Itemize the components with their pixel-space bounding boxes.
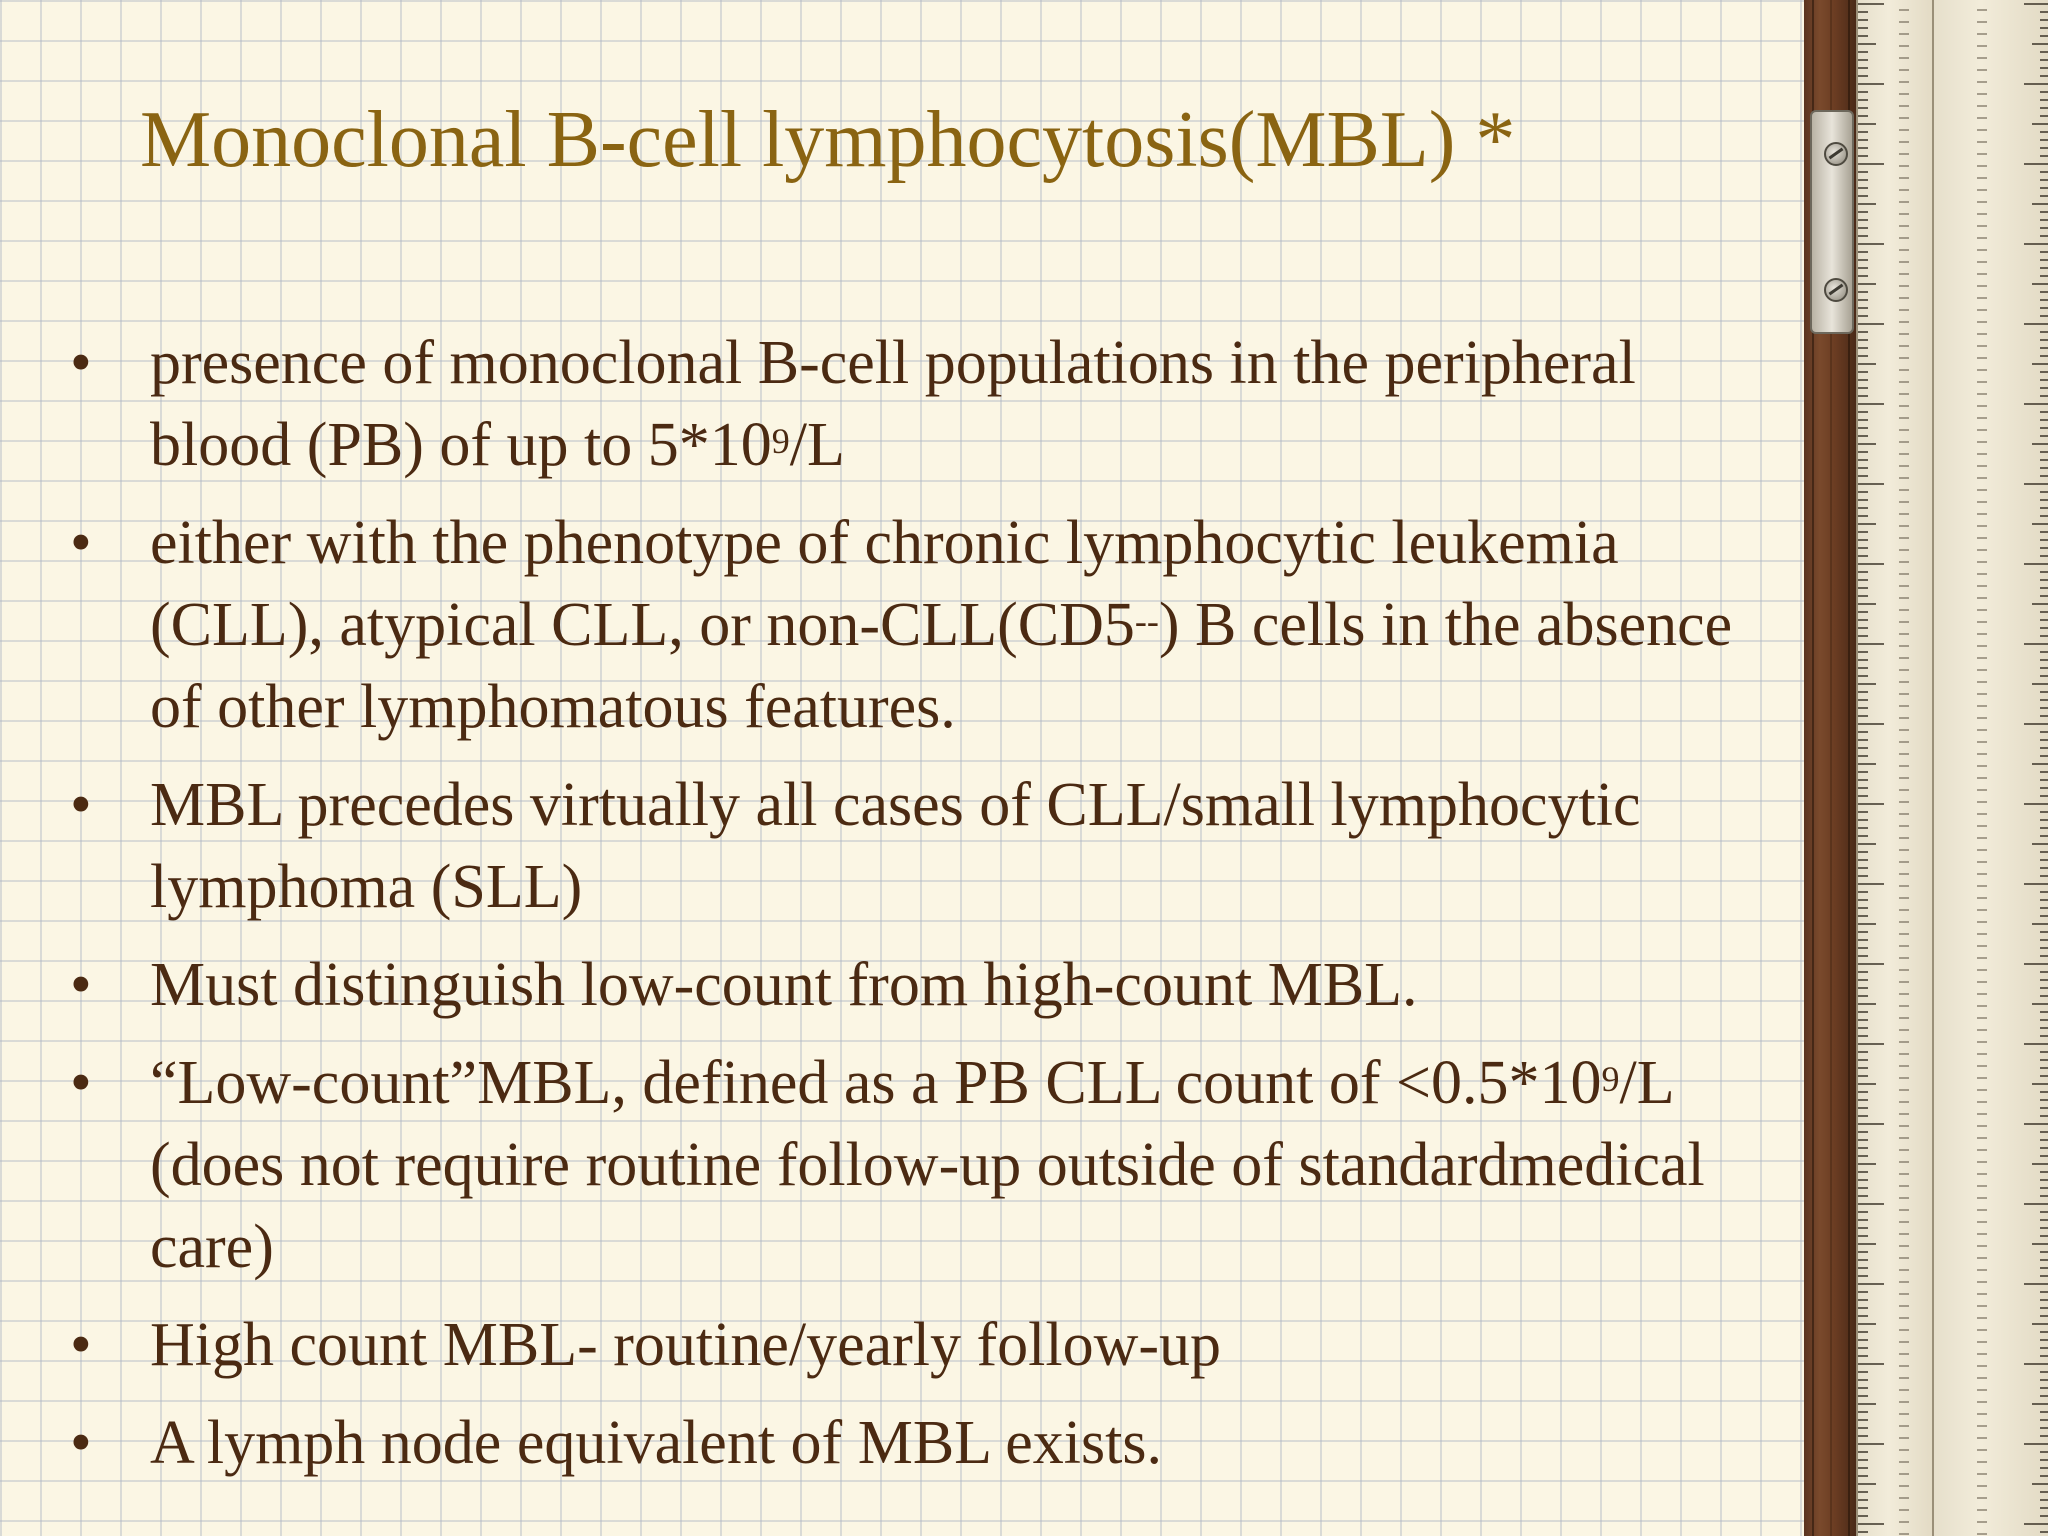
bullet-dot-icon: • [70,1049,92,1117]
bullet-dot-icon: • [70,329,92,397]
bullet-item [70,944,1790,1026]
ruler-left [1856,0,1934,1536]
bullet-item [70,502,1790,748]
bullet-text: Must distinguish low-count from high-count MBL. [150,951,1418,1019]
ruler-right [1932,0,2048,1536]
bullet-text: /L (does not require routine follow-up outside of standardmedical care) [150,1049,1705,1281]
superscript: -- [1134,601,1159,641]
screw-icon [1824,278,1848,302]
bullet-dot-icon: • [70,951,92,1019]
superscript: 9 [1601,1059,1620,1099]
superscript: 9 [771,421,790,461]
ruler-clamp [1810,110,1854,334]
bullet-dot-icon: • [70,1409,92,1477]
bullet-dot-icon: • [70,771,92,839]
bullet-text: ) B cells in the absence of other lymphomatous features. [150,591,1733,741]
ruler-ticks-right [1934,0,2048,1536]
bullet-item [70,764,1790,928]
bullet-text: /L [789,411,845,479]
bullet-text: A lymph node equivalent of MBL exists. [150,1409,1162,1477]
bullet-dot-icon: • [70,509,92,577]
bullet-item [70,1042,1790,1288]
bullet-dot-icon: • [70,1311,92,1379]
bullet-text: MBL precedes virtually all cases of CLL/small lymphocytic lymphoma (SLL) [150,771,1641,921]
bullet-text: “Low-count”MBL, defined as a PB CLL count of <0.5*10 [150,1049,1602,1117]
ruler-ticks-left [1858,0,1934,1536]
wood-strip [1804,0,1856,1536]
screw-icon [1824,142,1848,166]
bullet-item [70,1304,1790,1386]
ruler-decoration [1804,0,2048,1536]
slide-title: Monoclonal B-cell lymphocytosis(MBL) * [140,96,1516,184]
bullet-list [70,322,1790,1500]
bullet-text: presence of monoclonal B-cell populations in the peripheral blood (PB) of up to 5*10 [150,329,1636,479]
bullet-item [70,322,1790,486]
bullet-text: High count MBL- routine/yearly follow-up [150,1311,1222,1379]
bullet-text: either with the phenotype of chronic lymphocytic leukemia (CLL), atypical CLL, or non-CLL(CD5 [150,509,1619,659]
bullet-item [70,1402,1790,1484]
